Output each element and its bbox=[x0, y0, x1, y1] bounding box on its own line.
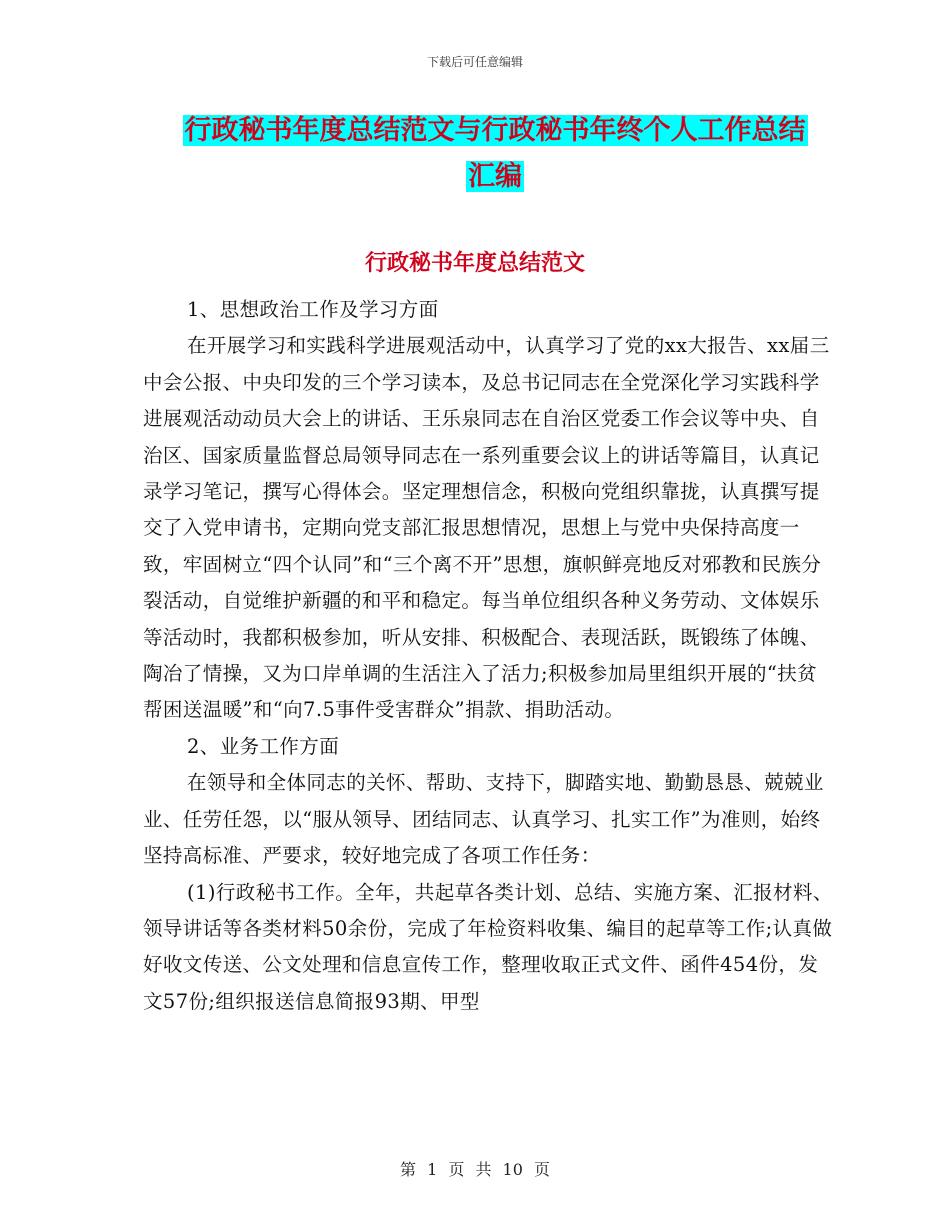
subheading-2: 2、业务工作方面 bbox=[187, 734, 340, 758]
paragraph-2: 在领导和全体同志的关怀、帮助、支持下，脚踏实地、勤勤恳恳、兢兢业业、任劳任怨，以“服从领导、团结同志、认真学习、扎实工作”为准则，始终坚持高标准、严要求，较好地完成了各项工作任务： bbox=[143, 771, 824, 868]
header-note: 下载后可任意编辑 bbox=[426, 55, 523, 69]
section-title: 行政秘书年度总结范文 bbox=[364, 251, 585, 276]
document-title bbox=[0, 108, 950, 200]
paragraph-1: 在开展学习和实践科学进展观活动中，认真学习了党的xx大报告、xx届三中会公报、中央印发的三个学习读本，及总书记同志在全党深化学习实践科学进展观活动动员大会上的讲话、王乐泉同志在自治区党委工作会议等中央、自治区、国家质量监督总局领导同志在一系列重要会议上的讲话等篇目，认真记录学习笔记，撰写心得体会。坚定理想信念，积极向党组织靠拢，认真撰写提交了入党申请书，定期向党支部汇报思想情况，思想上与党中央保持高度一致，牢固树立“四个认同”和“三个离不开”思想，旗帜鲜亮地反对邪教和民族分裂活动，自觉维护新疆的和平和稳定。每当单位组织各种义务劳动、文体娱乐等活动时，我都积极参加，听从安排、积极配合、表现活跃，既锻练了体魄、陶冶了情操，又为口岸单调的生活注入了活力;积极参加局里组织开展的“扶贫帮困送温暖”和“向7.5事件受害群众”捐款、捐助活动。 bbox=[143, 334, 830, 722]
subheading-1: 1、思想政治工作及学习方面 bbox=[187, 298, 439, 321]
page-footer: 第 1 页 共 10 页 bbox=[400, 1160, 550, 1179]
document-body bbox=[143, 292, 833, 1020]
title-line-2: 汇编 bbox=[468, 161, 522, 192]
paragraph-3: (1)行政秘书工作。全年，共起草各类计划、总结、实施方案、汇报材料、领导讲话等各类材料50余份，完成了年检资料收集、编目的起草等工作;认真做好收文传送、公文处理和信息宣传工作，整理收取正式文件、函件454份，发文57份;组织报送信息简报93期、甲型 bbox=[143, 880, 833, 1013]
title-line-1: 行政秘书年度总结范文与行政秘书年终个人工作总结 bbox=[184, 115, 806, 146]
